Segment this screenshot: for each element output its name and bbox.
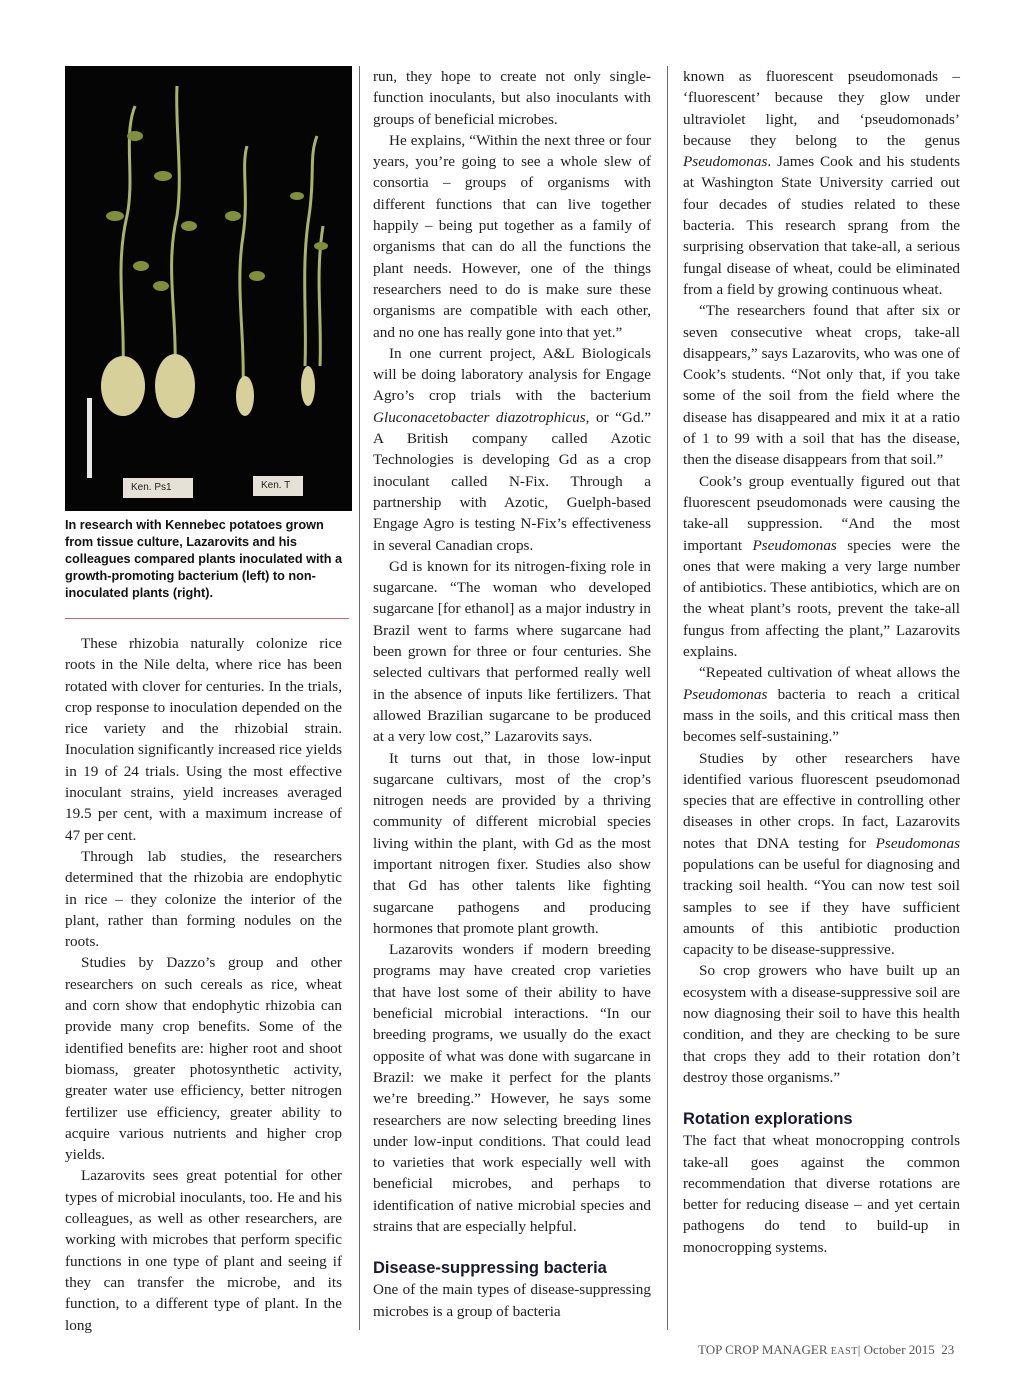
col2-paragraph-4: Gd is known for its nitrogen-fixing role in sugarcane. “The woman who developed sugarcane [for ethanol] as a major industry in Brazil went to farms where sugarcane had been grown for three or four centuries. She selected cultivars that performed really well in the absence of inputs like fertilizers. That allowed Brazilian sugarcane to be produced at a very low cost,” Lazarovits says. — [373, 557, 651, 746]
col2-paragraph-3: In one current project, A&L Biologicals will be doing laboratory analysis for Engage Agro’s crop trials with the bacterium Gluconacetobacter diazotrophicus, or “Gd.” A British company called Azotic Technologies is developing Gd as a crop inoculant called N-Fix. Through a partnership with Azotic, Guelph-based Engage Agro is testing N-Fix’s effectiveness in several Canadian crops. — [373, 344, 651, 554]
col2-paragraph-7: One of the main types of disease-suppressing microbes is a group of bacteria — [373, 1281, 651, 1320]
column-2 — [373, 66, 651, 1322]
col3-paragraph-3: Cook’s group eventually figured out that fluorescent pseudomonads were causing the take-all suppression. “And the most important Pseudomonas species were the ones that were making a very large number of antibiotics. These antibiotics, which are on the wheat plant’s roots, prevent the take-all fungus from affecting the plant,” Lazarovits explains. — [683, 472, 960, 661]
footer-separator: | — [857, 1342, 861, 1357]
col2-paragraph-5: It turns out that, in those low-input sugarcane cultivars, most of the crop’s nitrogen needs are provided by a thriving community of different microbial species living within the plant, with Gd as the most important nitrogen fixer. Studies also show that Gd has other talents like fighting sugarcane pathogens and producing hormones that promote plant growth. — [373, 749, 651, 937]
col1-paragraph-1: These rhizobia naturally colonize rice roots in the Nile delta, where rice has been rotated with clover for centuries. In the trials, crop response to inoculation depended on the rice variety and the rhizobial strain. Inoculation significantly increased rice yields in 19 of 24 trials. Using the most effective inoculant strains, yield increases averaged 19.5 per cent, with a maximum increase of 47 per cent. — [65, 635, 342, 844]
caption-divider — [65, 618, 349, 619]
col1-paragraph-2: Through lab studies, the researchers determined that the rhizobia are endophytic in rice – they colonize the interior of the plant, rather than forming nodules on the roots. — [65, 847, 342, 951]
col3-paragraph-5: Studies by other researchers have identified various fluorescent pseudomonad species that are effective in controlling other diseases in other crops. In fact, Lazarovits notes that DNA testing for Pseudomonas populations can be useful for diagnosing and tracking soil health. “You can now test soil samples to see if they have sufficient amounts of this antibiotic production capacity to be disease-suppressive. — [683, 749, 960, 959]
col1-paragraph-3: Studies by Dazzo’s group and other researchers on such cereals as rice, wheat and corn show that endophytic rhizobia can provide many crop benefits. Some of the identified benefits are: higher root and shoot biomass, greater photosynthetic activity, greater water use efficiency, better nitrogen fertilizer use efficiency, greater ability to acquire various nutrients and higher crop yields. — [65, 954, 342, 1164]
magazine-name: TOP CROP MANAGER — [698, 1342, 828, 1357]
section-heading-rotation: Rotation explorations — [683, 1110, 853, 1129]
edition: EAST — [830, 1346, 858, 1357]
column-divider-2 — [667, 66, 668, 1330]
col2-paragraph-1: run, they hope to create not only single-function inoculants, but also inoculants with groups of beneficial microbes. — [373, 68, 651, 128]
potato-plants-photo — [65, 66, 352, 511]
col3-paragraph-7: The fact that wheat monocropping controls take-all goes against the common recommendation that diverse rotations are better for reducing disease – and yet certain pathogens do tend to build-up in monocropping systems. — [683, 1132, 960, 1256]
col2-paragraph-2: He explains, “Within the next three or four years, you’re going to see a whole slew of consortia – groups of organisms with different functions that can live together happily – being put together as a family of organisms that can do all the functions the plant needs. However, one of the things researchers need to do is make sure these organisms are compatible with each other, and no one has really gone into that yet.” — [373, 131, 651, 341]
col2-paragraph-6: Lazarovits wonders if modern breeding programs may have created crop varieties that have lost some of their ability to have beneficial microbial interactions. “In our breeding programs, we usually do the exact opposite of what was done with sugarcane in Brazil: we make it perfect for the plants we’re breeding.” However, he says some researchers are now selecting breeding lines under low-input conditions. That could lead to varieties that work especially well with beneficial microbes, and perhaps to identification of native microbial species and strains that are especially helpful. — [373, 941, 651, 1236]
col3-paragraph-1: known as fluorescent pseudomonads – ‘fluorescent’ because they glow under ultraviolet light, and ‘pseudomonads’ because they belong to the genus Pseudomonas. James Cook and his students at Washington State University carried out four decades of studies related to these bacteria. This research sprang from the surprising observation that take-all, a serious fungal disease of wheat, could be eliminated from a field by growing continuous wheat. — [683, 68, 960, 298]
species-name: Gluconacetobacter diazotrophicus — [373, 408, 586, 426]
column-1 — [65, 66, 342, 1336]
col1-paragraph-4: Lazarovits sees great potential for other types of microbial inoculants, too. He and his colleagues, as well as other researchers, are working with microbes that perform specific functions in one type of plant and seeing if they can transfer the microbe, and its function, to a different type of plant. In the long — [65, 1167, 342, 1334]
label-control: Ken. T — [261, 480, 291, 491]
col3-paragraph-6: So crop growers who have built up an ecosystem with a disease-suppressive soil are now diagnosing their soil to have this health condition, and they are checking to be sure that crops they add to their rotation don’t destroy those organisms.” — [683, 962, 960, 1086]
col3-paragraph-4: “Repeated cultivation of wheat allows the Pseudomonas bacteria to reach a critical mass in the soils, and this critical mass then becomes self-sustaining.” — [683, 664, 960, 746]
figure-caption: In research with Kennebec potatoes grown from tissue culture, Lazarovits and his colleagues compared plants inoculated with a growth-promoting bacterium (left) to non-inoculated plants (right). — [65, 518, 343, 600]
section-heading-disease: Disease-suppressing bacteria — [373, 1259, 607, 1278]
page-footer — [698, 1342, 960, 1358]
col3-paragraph-2: “The researchers found that after six or seven consecutive wheat crops, take-all disappears,” says Lazarovits, who was one of Cook’s students. “Not only that, if you take some of the soil from the field where the disease has disappeared and mix it at a ratio of 1 to 99 with a soil that has the disease, then the disease disappears from that soil.” — [683, 302, 960, 469]
page-number: 23 — [941, 1342, 955, 1357]
plants-illustration — [65, 66, 352, 511]
issue-date: October 2015 — [863, 1342, 935, 1357]
label-inoculated: Ken. Ps1 — [131, 482, 172, 493]
column-3 — [683, 66, 960, 1258]
column-divider-1 — [359, 66, 360, 1330]
